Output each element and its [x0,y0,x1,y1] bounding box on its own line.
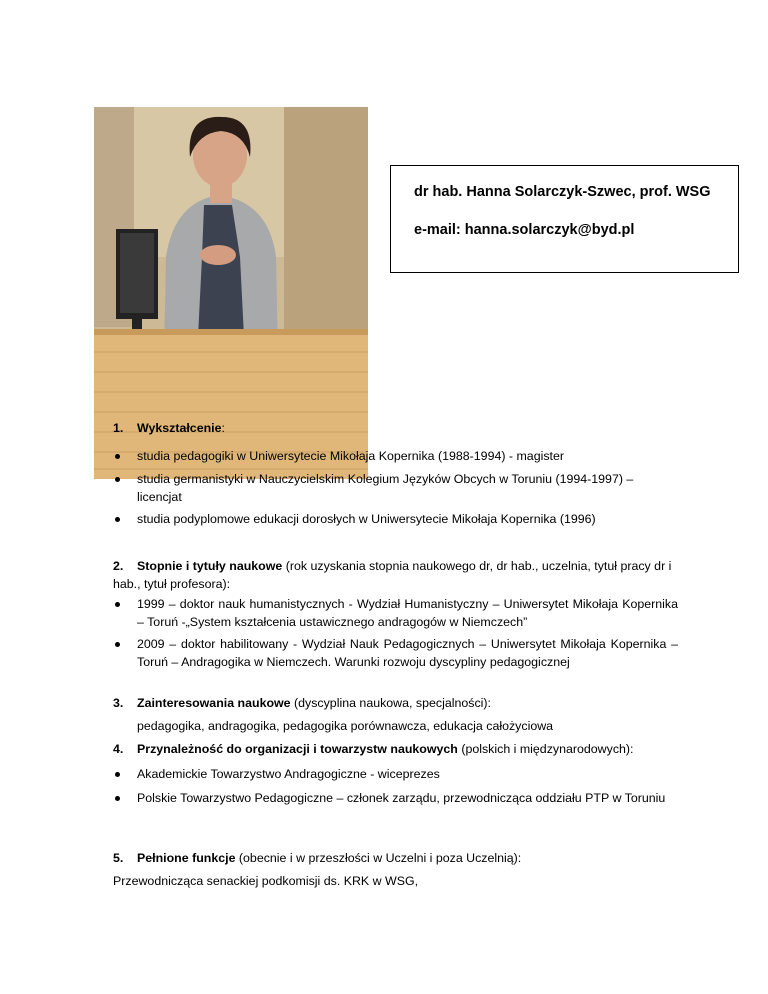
bullet-icon [115,454,120,459]
list-item-text: studia pedagogiki w Uniwersytecie Mikołaja Kopernika (1988-1994) - magister [137,449,564,463]
list-item-text: Polskie Towarzystwo Pedagogiczne – członek zarządu, przewodnicząca oddziału PTP w Toruniu [137,791,666,805]
list-item-text: 1999 – doktor nauk humanistycznych - Wydział Humanistyczny – Uniwersytet Mikołaja Kopernika – Toruń -„System kształcenia ustawicznego andragogów w Niemczech” [137,597,678,629]
section-title: Zainteresowania naukowe [137,696,291,710]
list-item [113,470,678,506]
section-title: Stopnie i tytuły naukowe [137,559,283,573]
list-item-text: studia germanistyki w Nauczycielskim Kolegium Języków Obcych w Toruniu (1994-1997) – licencjat [137,472,634,504]
section-title: Pełnione funkcje [137,851,236,865]
section-number: 3. [113,696,124,710]
section-title-suffix: (obecnie i w przeszłości w Uczelni i poza Uczelnią): [235,851,522,865]
section-number: 4. [113,742,124,756]
bullet-icon [115,602,120,607]
section-number: 2. [113,559,124,573]
functions-text: Przewodnicząca senackiej podkomisji ds. KRK w WSG, [113,874,419,888]
section-title-suffix: (polskich i międzynarodowych): [457,742,634,756]
list-item [113,595,678,631]
contact-box [390,165,739,273]
section-title-suffix: (rok uzyskania stopnia naukowego dr, dr hab., uczelnia, tytuł pracy dr i hab., tytuł profesora): [113,559,672,591]
bullet-icon [115,796,120,801]
section-number: 5. [113,851,124,865]
list-item-text: studia podyplomowe edukacji dorosłych w Uniwersytecie Mikołaja Kopernika (1996) [137,512,596,526]
bullet-icon [115,642,120,647]
section-title: Przynależność do organizacji i towarzystw naukowych [137,742,458,756]
list-item-text: 2009 – doktor habilitowany - Wydział Nauk Pedagogicznych – Uniwersytet Mikołaja Kopernika – Toruń – Andragogika w Niemczech. Warunki rozwoju dyscypliny pedagogicznej [137,637,678,669]
list-item [113,789,678,807]
list-item [113,510,678,528]
list-item [113,447,678,465]
list-item [113,765,678,783]
bullet-icon [115,772,120,777]
section-education-heading [113,421,225,435]
interests-text: pedagogika, andragogika, pedagogika porównawcza, edukacja całożyciowa [137,719,554,733]
section-number: 1. [113,421,124,435]
bullet-icon [115,477,120,482]
list-item-text: Akademickie Towarzystwo Andragogiczne - wiceprezes [137,767,440,781]
person-name: dr hab. Hanna Solarczyk-Szwec, prof. WSG [414,184,711,200]
section-title-suffix: : [221,421,225,435]
section-interests-heading [113,696,491,710]
list-item [113,635,678,671]
email-address: e-mail: hanna.solarczyk@byd.pl [414,222,635,238]
section-degrees-heading [113,557,678,593]
section-memberships-heading [113,742,633,756]
section-title: Wykształcenie [137,421,222,435]
section-title-suffix: (dyscyplina naukowa, specjalności): [290,696,491,710]
section-functions-heading [113,851,521,865]
bullet-icon [115,517,120,522]
